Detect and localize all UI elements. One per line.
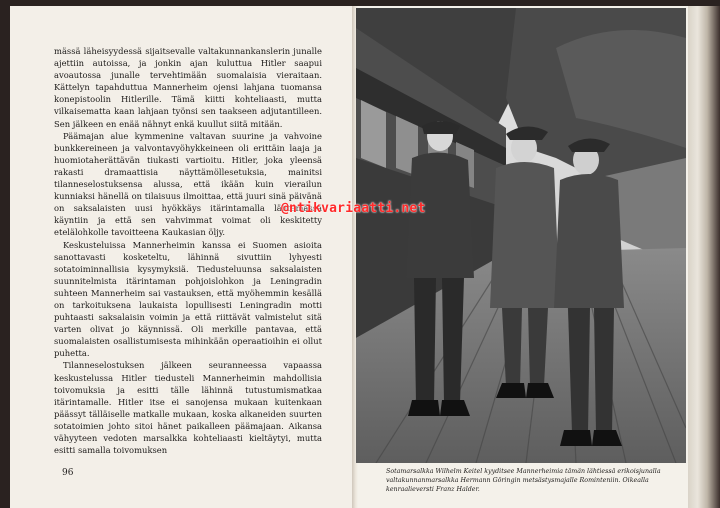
page-number: 96 — [62, 468, 74, 478]
body-text — [54, 45, 322, 456]
photo-caption: Sotamarsalkka Wilhelm Keitel kyyditsee Mannerheimia tämän lähtiessä erikoisjunalla valtakunnanmarsalkka Hermann Göringin metsästysmajalle Rominteniin. Oikealla kenraalieversti Franz Halder. — [386, 468, 661, 493]
paragraph: Päämajan alue kymmenine valtavan suurine ja vahvoine bunkkereineen ja valvontavyöhykkeineen oli erittäin laaja ja huomiotaherättävän tiukasti vartioitu. Hitler, joka yleensä rakasti dramaattisia näyttämöllesetuksia, mainitsi tilanneselostuksensa alussa, että ikään kuin vierailun kunniaksi hänellä on tilaisuus ilmoittaa, että juuri sinä päivänä on saksalaisten uusi hyökkäys itärintamalla lähtemässä käyntiin ja että sen vahvimmat voimat oli keskitetty etelälohkolle tavoitteena Kaukasian öljy. — [54, 130, 322, 238]
watermark: @ntikvariaatti.net — [281, 201, 426, 216]
page-edges — [688, 6, 720, 508]
photo-illustration — [356, 8, 686, 463]
paragraph: Keskusteluissa Mannerheimin kanssa ei Suomen asioita sanottavasti kosketeltu, lähinnä sivuttiin lyhyesti sotatoiminnallisia kysymyksiä. Tiedusteluunsa saksalaisten suunnitelmista itärintaman pohjoislohkon ja Leningradin suhteen Mannerheim sai vastauksen, että myöhemmin kesällä on tarkoituksena laukaista lopullisesti Leningradin motti puhtaasti saksalaisin voimin ja että riittävät valmistelut sitä varten olivat jo käynnissä. Oli merkille pantavaa, että suomalaisten osallistumisesta mihinkään operaatioihin ei ollut puhetta. — [54, 239, 322, 359]
historical-photo — [356, 8, 686, 463]
paragraph: mässä läheisyydessä sijaitsevalle valtakunnankanslerin junalle ajettiin autoissa, ja jonkin ajan kuluttua Hitler saapui avoautossa junalle tervehtimään suomalaisia vieraitaan. Kättelyn tapahduttua Mannerheim ojensi lahjana tuomansa konepistoolin Hitlerille. Tämä kiitti kohteliaasti, mutta vilkaisematta kaan lahjaan työnsi sen taakseen adjutantilleen. Sen jälkeen en enää nähnyt enkä kuullut siitä mitään. — [54, 46, 322, 129]
paragraph: Tilanneselostuksen jälkeen seuranneessa vapaassa keskustelussa Hitler tiedusteli Mannerheimin mahdollisia toivomuksia ja esitti tälle lähinnä tutustumismatkaa itärintamalle. Hitler itse ei sanojensa mukaan kuitenkaan päässyt tälläiselle matkalle mukaan, koska alkaneiden suurten sotatoimien johto sitoi hänet paikalleen päämajaan. Aikansa vähyyteen vedoten marsalkka kohteliaasti kieltäytyi, mutta esitti samalla toivomuksen — [54, 360, 322, 456]
